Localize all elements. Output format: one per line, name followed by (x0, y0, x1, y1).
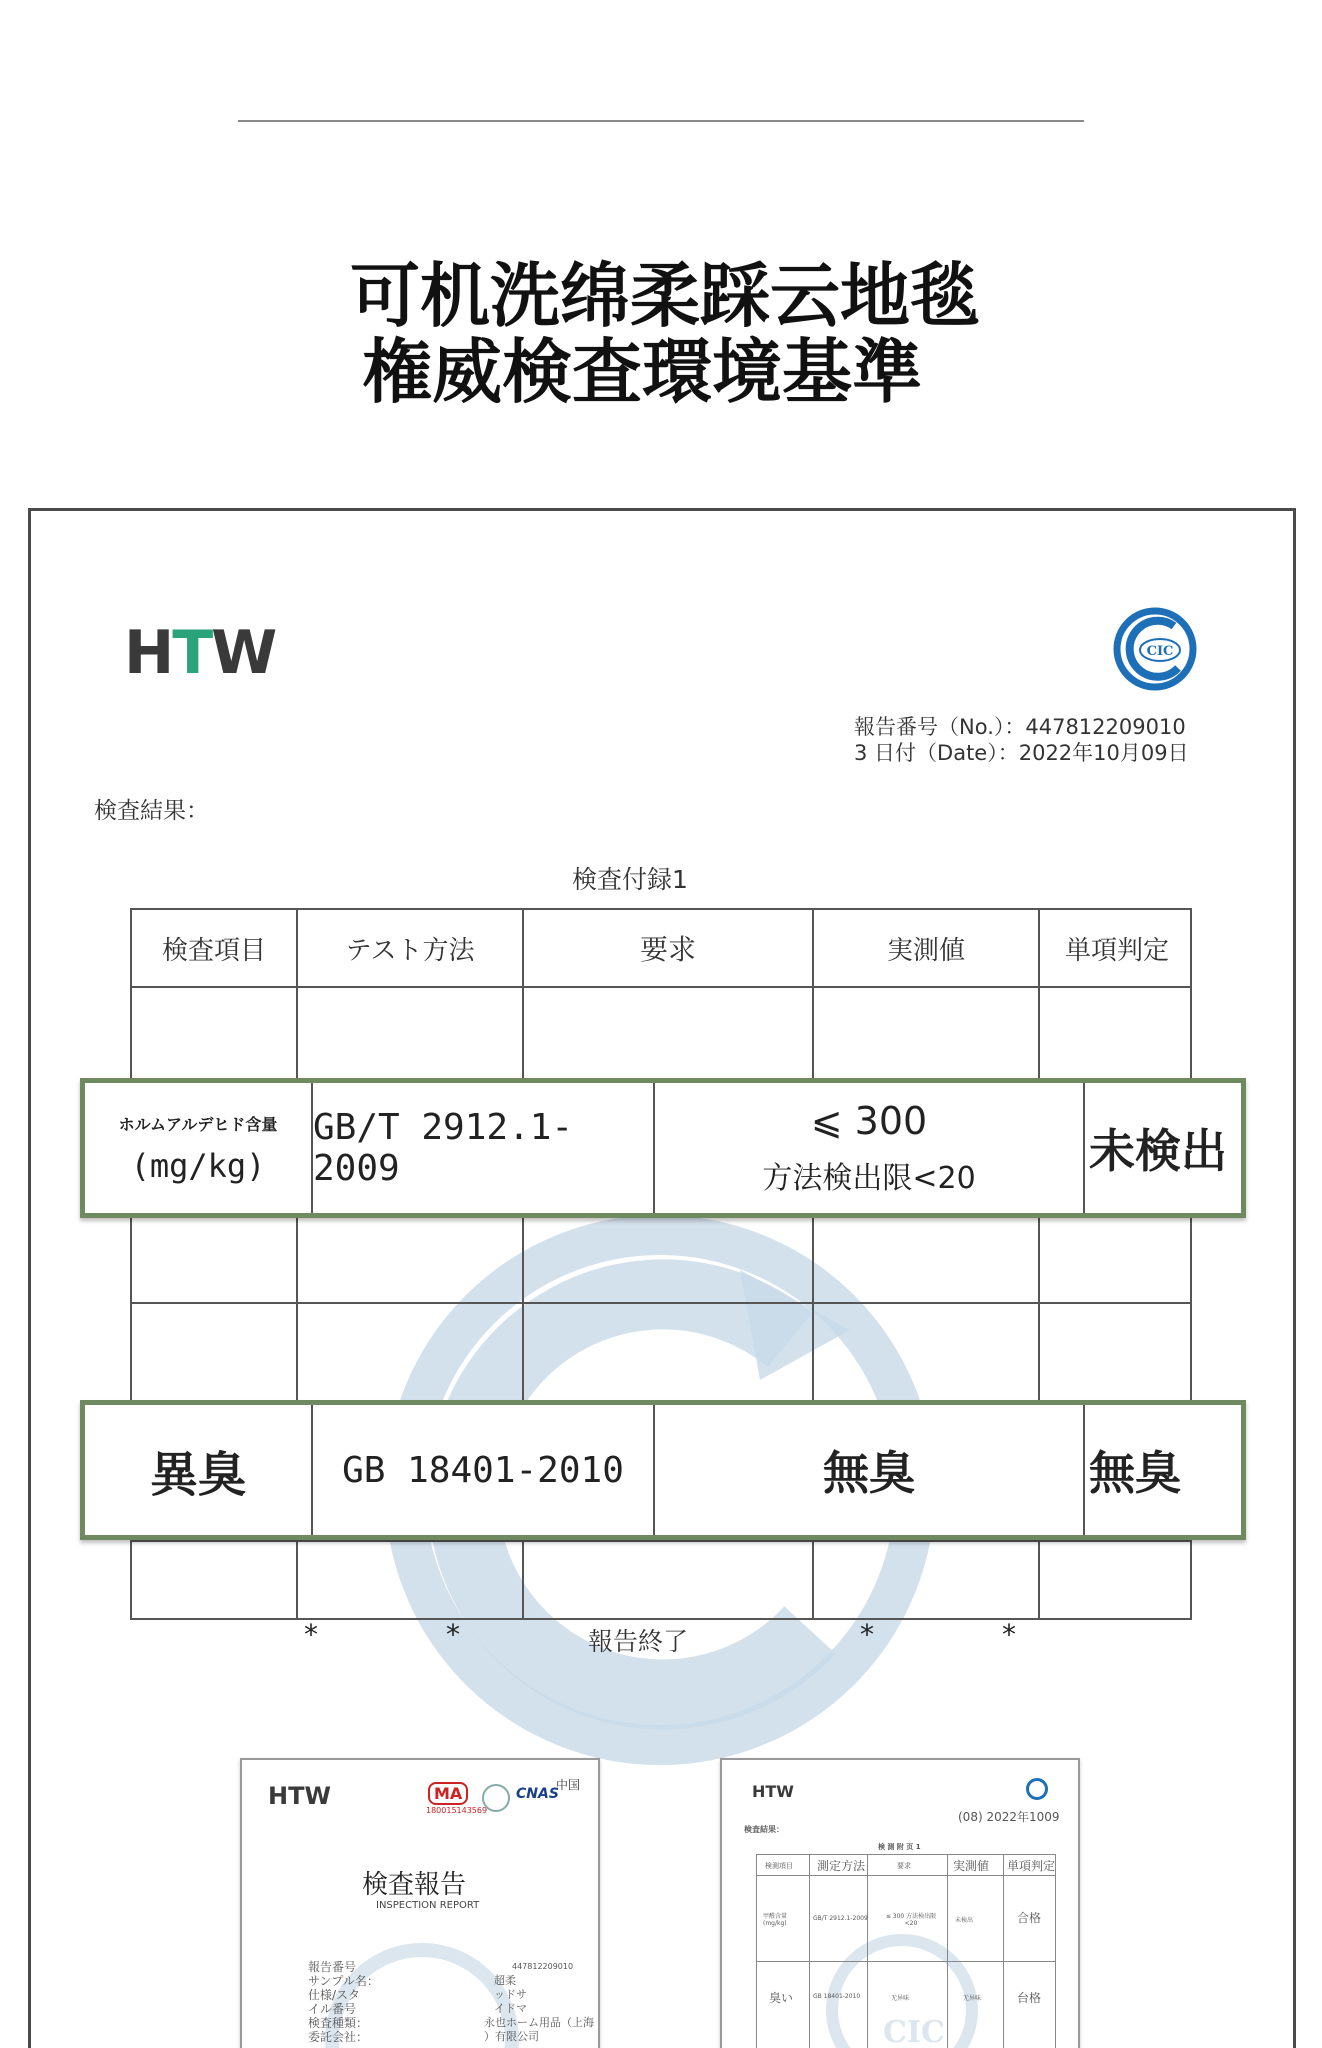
thumb-result-label: 検査結果： (744, 1825, 784, 1834)
column-header: テスト方法 (345, 935, 475, 966)
thumb-col-header: 検測項目 (765, 1862, 793, 1870)
requirement-cell (655, 1083, 1083, 1213)
report-number: 報告番号（No.）：447812209010 (854, 715, 1186, 739)
thumb-cell: 合格 (1017, 1911, 1042, 1925)
top-divider (238, 120, 1084, 122)
column-header: 検査項目 (161, 935, 266, 966)
htw-logo (124, 618, 275, 688)
highlight-row-odor (80, 1400, 1246, 1540)
china-label: 中国 (556, 1778, 581, 1792)
thumb-cell: 甲醛含量 (mg/kg) (763, 1913, 788, 1927)
field-value: ）有限公司 (484, 2030, 539, 2043)
thumb-watermark-text: CIC (883, 2015, 945, 2048)
star-mark: * (860, 1618, 874, 1651)
page-headline (300, 255, 1020, 413)
field-label: 仕様/スタ (308, 1988, 361, 2002)
test-item-unit: (mg/kg) (130, 1146, 266, 1185)
test-item-name: 異臭 (149, 1446, 246, 1503)
thumb-col-header: 測定方法 (817, 1859, 866, 1873)
htw-logo: HTW (752, 1782, 794, 1801)
column-header: 単項判定 (1064, 935, 1169, 966)
thumb-appendix: 検 測 附 页 1 (878, 1843, 921, 1851)
field-label: 報告番号 (308, 1960, 357, 1974)
htw-logo-text: HTW (124, 618, 276, 688)
star-mark: * (1002, 1618, 1016, 1651)
headline-line-1: 可机洗绵柔踩云地毯 (350, 255, 980, 337)
measured-result: 未検出 (1089, 1124, 1227, 1178)
thumb-cell: 无异味 (963, 1995, 982, 2002)
cover-title: 検査報告 (362, 1870, 467, 1900)
field-label: 委託会社： (308, 2030, 369, 2044)
ma-badge-number: 180015143569 (426, 1806, 488, 1815)
test-method: GB/T 2912.1-2009 (313, 1107, 574, 1189)
report-results-thumbnail (720, 1758, 1080, 2048)
column-header: 実測値 (886, 935, 965, 966)
report-cover-thumbnail (240, 1758, 600, 2048)
test-method: GB 18401-2010 (342, 1449, 624, 1491)
requirement-value: 無臭 (823, 1446, 915, 1500)
thumb-cell: GB 18401-2010 (813, 1993, 861, 2000)
ma-badge: MA (428, 1782, 468, 1805)
cover-field-labels (308, 1960, 379, 2044)
cover-field-values (384, 1960, 594, 2044)
thumb-col-header: 要求 (897, 1862, 911, 1870)
report-date: 3 日付（Date）：2022年10月09日 (854, 741, 1189, 765)
thumb-cell: ≤ 300 方法検出限<20 (885, 1913, 937, 1927)
headline-line-2: 権威検査環境基準 (362, 331, 922, 413)
field-value: 447812209010 (512, 1962, 574, 1971)
thumb-date: (08) 2022年1009 (958, 1810, 1060, 1824)
report-end-text: 報告終了 (588, 1627, 689, 1656)
field-value: 超柔 (494, 1974, 516, 1987)
result-label: 検査結果： (94, 798, 209, 824)
thumb-cell: 臭い (769, 1991, 794, 2005)
cnas-badge: CNAS (516, 1786, 559, 1802)
thumb-col-header: 実測値 (953, 1859, 990, 1873)
cic-logo-text: CIC (1146, 644, 1174, 659)
measured-result: 無臭 (1089, 1446, 1181, 1500)
thumb-cell: GB/T 2912.1-2009 (813, 1915, 868, 1922)
htw-logo: HTW (268, 1782, 331, 1810)
grid-divider (132, 1302, 1190, 1304)
appendix-title: 検査付録1 (572, 865, 688, 894)
thumb-table (756, 1854, 1056, 2048)
star-mark: * (304, 1618, 318, 1651)
field-label: サンプル名： (308, 1974, 379, 1988)
highlight-row-formaldehyde (80, 1078, 1246, 1218)
field-value: 永也ホーム用品（上海 (484, 2016, 594, 2029)
thumb-cell: 无异味 (891, 1995, 910, 2002)
cic-logo-icon (1026, 1778, 1048, 1800)
ilac-badge-icon (482, 1784, 510, 1812)
thumb-cell: 未検出 (955, 1917, 974, 1924)
thumb-cell: 台格 (1017, 1991, 1042, 2005)
column-header: 要求 (639, 933, 696, 966)
star-mark: * (446, 1618, 460, 1651)
test-item-name: ホルムアルデヒド含量 (118, 1114, 278, 1134)
cover-subtitle: INSPECTION REPORT (376, 1900, 480, 1911)
cic-logo-icon (1112, 606, 1198, 692)
requirement-note: 方法検出限<20 (762, 1161, 976, 1196)
test-item-cell (85, 1083, 311, 1213)
grid-divider (132, 986, 1190, 988)
grid-divider (132, 1540, 1190, 1542)
thumb-col-header: 単項判定 (1007, 1859, 1056, 1873)
field-value: ッドサ (494, 1988, 527, 2001)
field-label: イル番号 (308, 2002, 357, 2016)
field-value: イドマ (494, 2002, 527, 2015)
field-label: 検査種類： (308, 2016, 369, 2030)
report-meta (854, 714, 1189, 766)
requirement-limit: ⩽ 300 (810, 1099, 928, 1143)
